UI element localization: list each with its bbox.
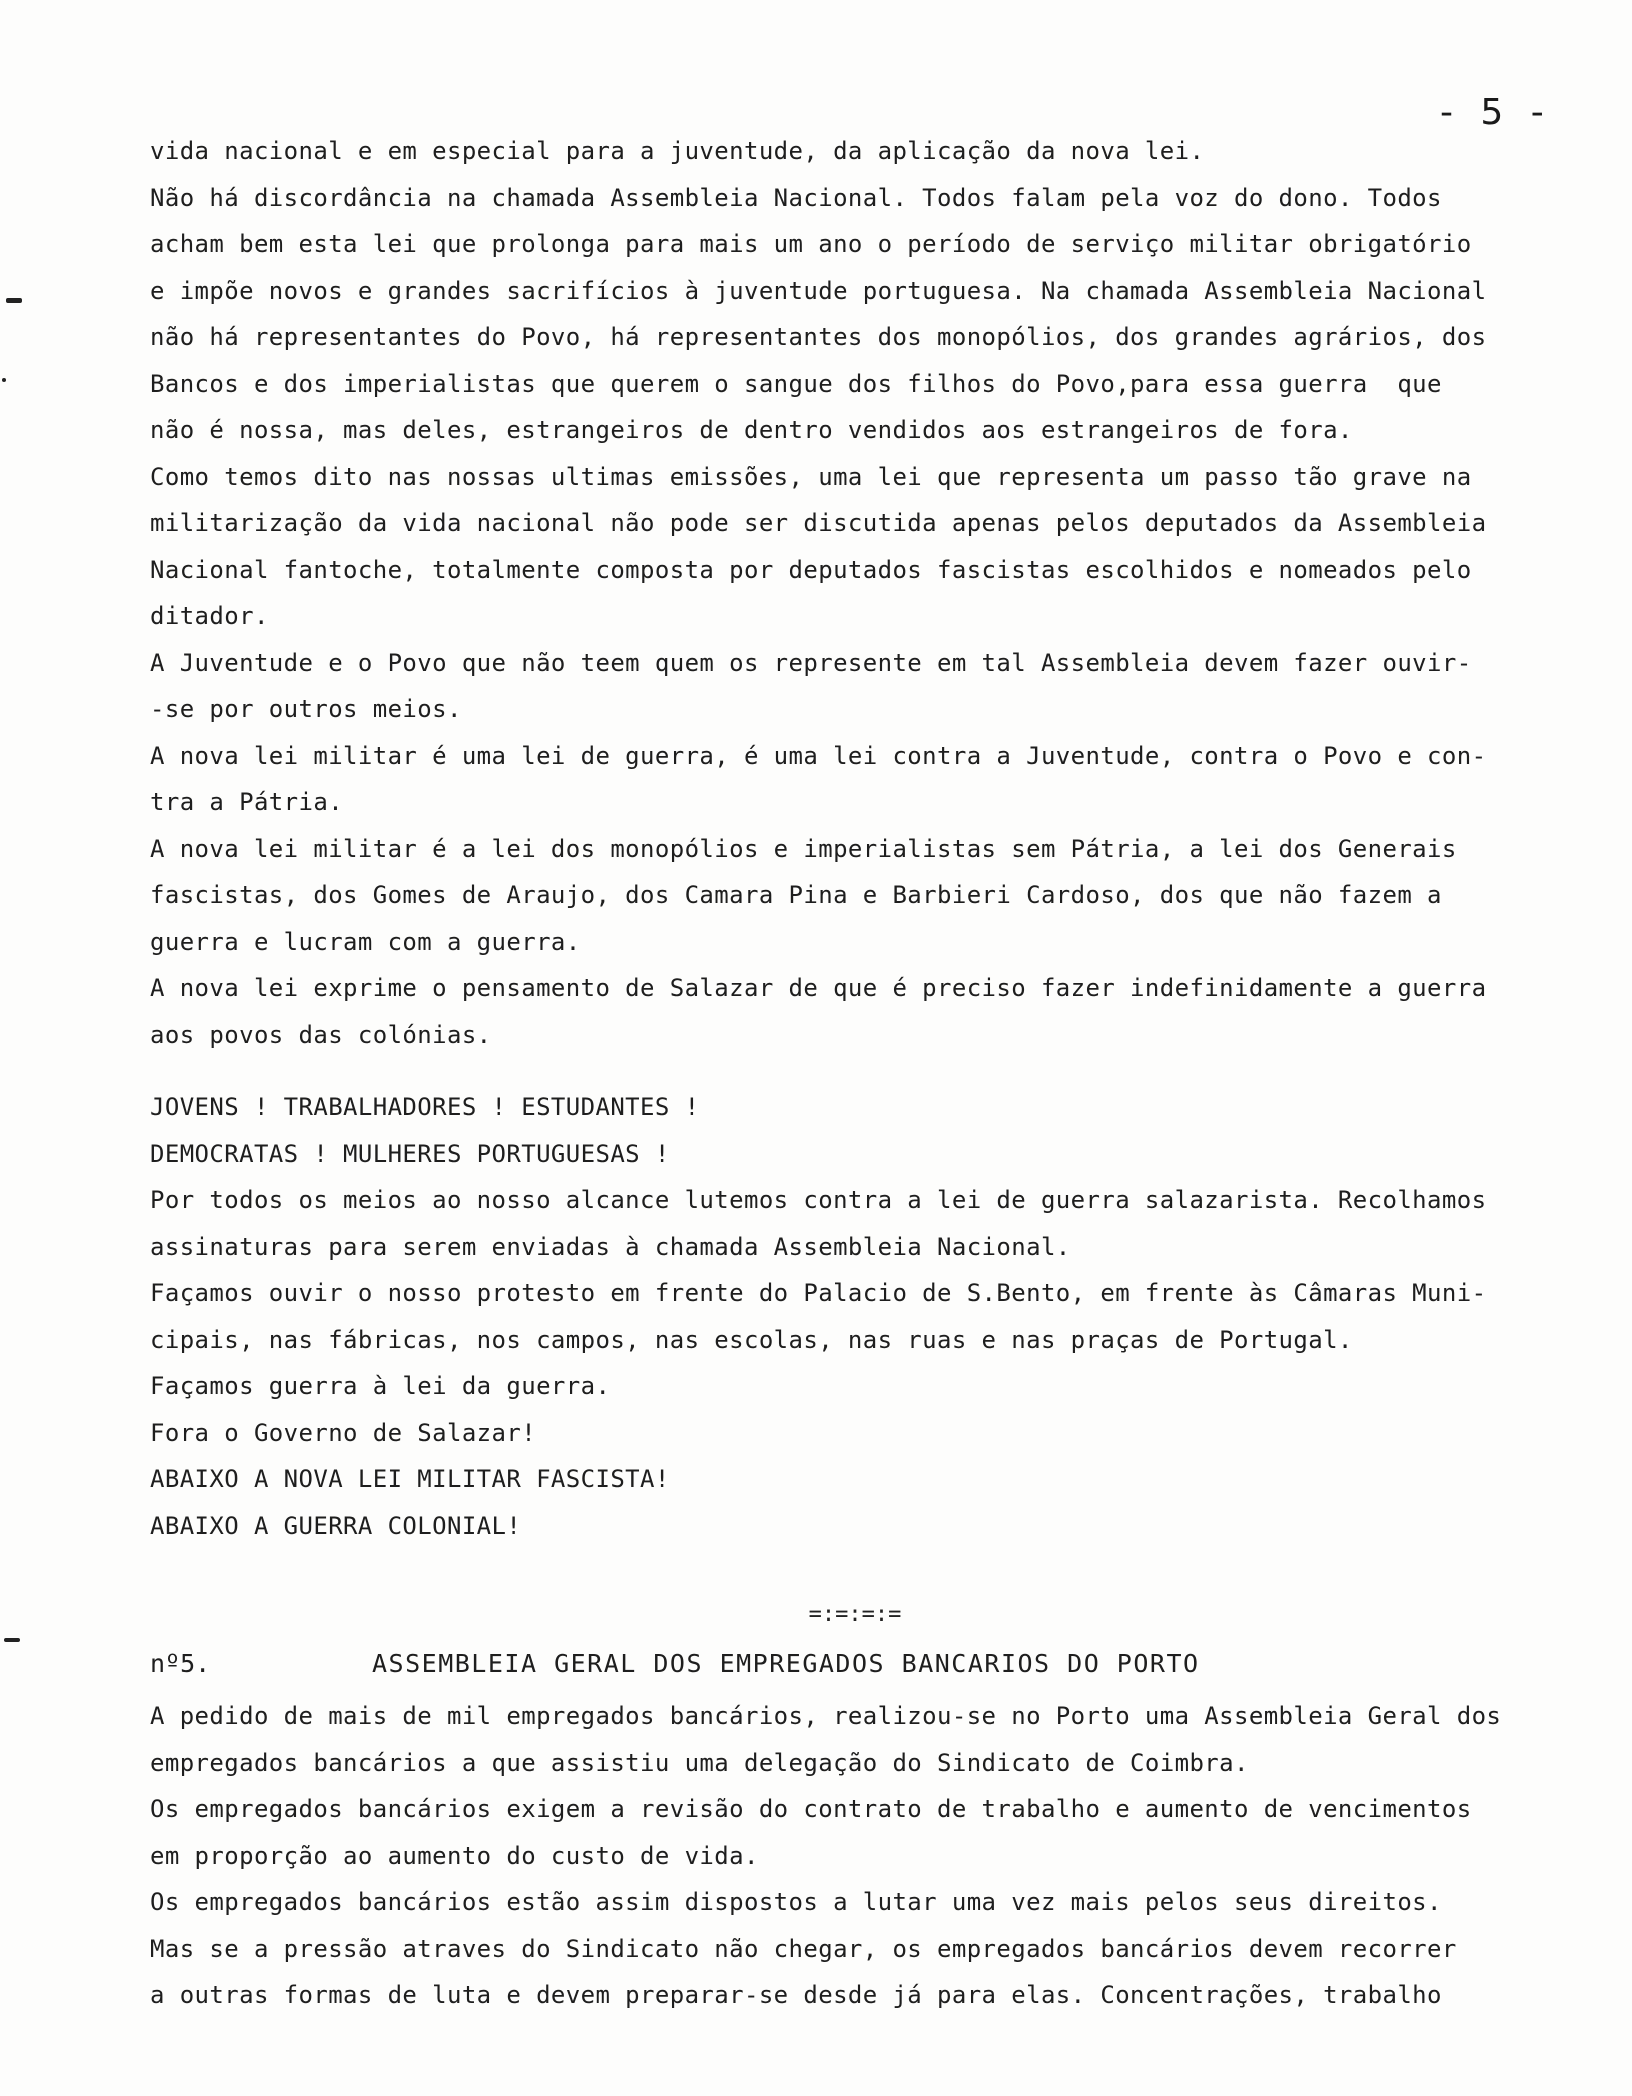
text-line: acham bem esta lei que prolonga para mais um ano o período de serviço militar obrigatório (150, 230, 1472, 258)
text-line: A nova lei exprime o pensamento de Salazar de que é preciso fazer indefinidamente a guerra (150, 974, 1487, 1002)
text-line: Os empregados bancários exigem a revisão do contrato de trabalho e aumento de vencimentos (150, 1795, 1472, 1823)
page-number: - 5 - (1440, 92, 1552, 133)
text-line: Façamos ouvir o nosso protesto em frente do Palacio de S.Bento, em frente às Câmaras Muni- (150, 1279, 1487, 1307)
document-body (150, 128, 1560, 2019)
text-line: não é nossa, mas deles, estrangeiros de dentro vendidos aos estrangeiros de fora. (150, 416, 1353, 444)
call-line: JOVENS ! TRABALHADORES ! ESTUDANTES ! (150, 1093, 700, 1121)
call-line: DEMOCRATAS ! MULHERES PORTUGUESAS ! (150, 1139, 670, 1168)
text-line: ABAIXO A GUERRA COLONIAL! (150, 1511, 522, 1540)
spacer (150, 1058, 1560, 1084)
text-line: Fora o Governo de Salazar! (150, 1418, 537, 1447)
text-line: Os empregados bancários estão assim dispostos a lutar uma vez mais pelos seus direitos. (150, 1888, 1442, 1916)
section-heading (150, 1635, 1560, 1693)
text-line: em proporção ao aumento do custo de vida. (150, 1841, 759, 1870)
text-line: Por todos os meios ao nosso alcance lutemos contra a lei de guerra salazarista. Recolhamos (150, 1186, 1487, 1214)
margin-mark (6, 298, 22, 303)
text-line: tra a Pátria. (150, 788, 344, 816)
text-line: Como temos dito nas nossas ultimas emissões, uma lei que representa um passo tão grave na (150, 462, 1472, 491)
text-line: a outras formas de luta e devem preparar-se desde já para elas. Concentrações, trabalho (150, 1981, 1442, 2009)
text-line: A pedido de mais de mil empregados bancários, realizou-se no Porto uma Assembleia Geral dos (150, 1702, 1502, 1730)
text-line: cipais, nas fábricas, nos campos, nas escolas, nas ruas e nas praças de Portugal. (150, 1325, 1353, 1354)
section-number: nº5. (150, 1649, 211, 1678)
text-line: Mas se a pressão atraves do Sindicato não chegar, os empregados bancários devem recorrer (150, 1934, 1457, 1963)
text-line: fascistas, dos Gomes de Araujo, dos Camara Pina e Barbieri Cardoso, dos que não fazem a (150, 881, 1442, 909)
margin-mark (4, 1638, 20, 1642)
text-line: A Juventude e o Povo que não teem quem os represente em tal Assembleia devem fazer ouvir- (150, 648, 1472, 677)
paragraph-block (150, 1693, 1560, 2019)
text-line: -se por outros meios. (150, 695, 462, 723)
text-line: ABAIXO A NOVA LEI MILITAR FASCISTA! (150, 1465, 670, 1493)
text-line: empregados bancários a que assistiu uma delegação do Sindicato de Coimbra. (150, 1748, 1249, 1777)
margin-mark (2, 378, 6, 382)
text-line: assinaturas para serem enviadas à chamada Assembleia Nacional. (150, 1232, 1071, 1261)
text-line: vida nacional e em especial para a juventude, da aplicação da nova lei. (150, 137, 1205, 165)
text-line: guerra e lucram com a guerra. (150, 927, 581, 956)
text-line: e impõe novos e grandes sacrifícios à juventude portuguesa. Na chamada Assembleia Nacional (150, 276, 1487, 305)
call-block (150, 1084, 1560, 1177)
section-divider: =:=:=:= (808, 1602, 902, 1627)
text-line: ditador. (150, 602, 269, 630)
text-line: aos povos das colónias. (150, 1020, 492, 1049)
section-title: ASSEMBLEIA GERAL DOS EMPREGADOS BANCARIOS DO PORTO (372, 1649, 1200, 1678)
text-line: A nova lei militar é uma lei de guerra, é uma lei contra a Juventude, contra o Povo e con- (150, 741, 1487, 770)
text-line: Nacional fantoche, totalmente composta por deputados fascistas escolhidos e nomeados pelo (150, 555, 1472, 584)
paragraph-block (150, 128, 1560, 1058)
text-line: Façamos guerra à lei da guerra. (150, 1372, 611, 1400)
paragraph-block (150, 1177, 1560, 1549)
text-line: A nova lei militar é a lei dos monopólios e imperialistas sem Pátria, a lei dos Generais (150, 834, 1457, 863)
text-line: Bancos e dos imperialistas que querem o sangue dos filhos do Povo,para essa guerra que (150, 369, 1442, 398)
text-line: não há representantes do Povo, há representantes dos monopólios, dos grandes agrários, dos (150, 323, 1487, 351)
text-line: Não há discordância na chamada Assembleia Nacional. Todos falam pela voz do dono. Todos (150, 183, 1442, 212)
spacer (150, 1549, 1560, 1595)
text-line: militarização da vida nacional não pode ser discutida apenas pelos deputados da Assembleia (150, 509, 1487, 537)
